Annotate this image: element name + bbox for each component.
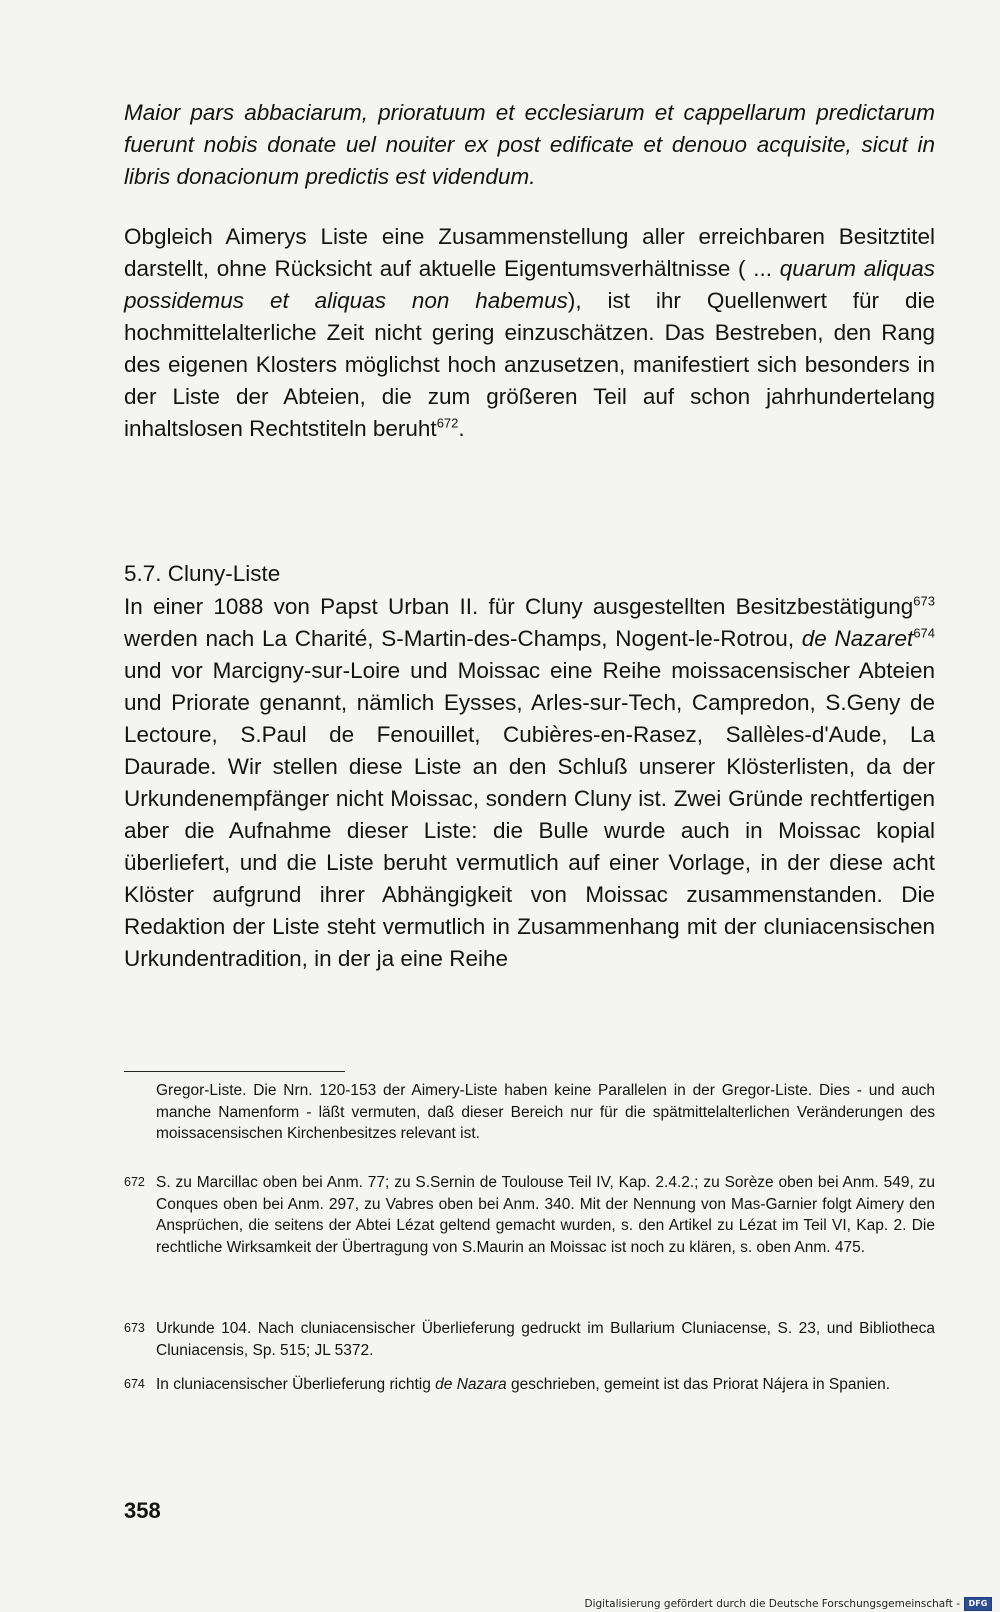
section-heading: 5.7. Cluny-Liste	[124, 561, 281, 586]
footnote-ref-673: 673	[913, 593, 935, 609]
text-segment: Obgleich Aimerys Liste eine Zusammenstellung aller erreichbaren Besitztitel darstellt, ohne Rücksicht auf aktuelle Eigentumsverhältnisse ( ...	[124, 224, 935, 281]
latin-phrase: quarum aliquas possidemus et aliquas non habemus	[124, 256, 935, 313]
footnote-continued	[124, 1080, 935, 1145]
footnote-ref-674: 674	[913, 625, 936, 641]
footnote-ref-672: 672	[436, 415, 459, 431]
text-segment: ), ist ihr Quellenwert für die hochmittelalterliche Zeit nicht gering einzuschätzen. Das Bestreben, den Rang des eigenen Klosters möglichst hoch anzusetzen, manifestiert sich besonders in der Liste der Abteien, die zum größeren Teil auf schon jahrhundertelang inhaltslosen Rechtstiteln beruht	[124, 288, 935, 441]
paragraph-cluny-list	[124, 591, 935, 975]
footnote-text: Urkunde 104. Nach cluniacensischer Überlieferung gedruckt im Bullarium Cluniacense, S. 23, und Bibliotheca Cluniacensis, Sp. 515; JL 5372.	[156, 1320, 935, 1359]
footnote-number: 673	[124, 1321, 145, 1335]
text-segment: werden nach La Charité, S-Martin-des-Champs, Nogent-le-Rotrou,	[124, 626, 802, 651]
footnote-separator	[124, 1071, 345, 1072]
digitization-credit: Digitalisierung gefördert durch die Deutsche Forschungsgemeinschaft -	[584, 1598, 960, 1610]
place-name-italic: de Nazaret	[801, 626, 914, 651]
footnote-text	[156, 1374, 935, 1396]
footnote-text: S. zu Marcillac oben bei Anm. 77; zu S.Sernin de Toulouse Teil IV, Kap. 2.4.2.; zu Sorèze oben bei Anm. 549, zu Conques oben bei Anm. 297, zu Vabres oben bei Anm. 340. Mit der Nennung von Mas-Garnier folgt Aimery den Ansprüchen, die seitens der Abtei Lézat geltend gemacht wurden, s. den Artikel zu Lézat im Teil VI, Kap. 2. Die rechtliche Wirksamkeit der Übertragung von S.Maurin an Moissac ist noch zu klären, s. oben Anm. 475.	[156, 1174, 935, 1256]
footnote-text: Gregor-Liste. Die Nrn. 120-153 der Aimery-Liste haben keine Parallelen in der Gregor-Liste. Dies - und auch manche Namenform - läßt vermuten, daß dieser Bereich nur für die spätmittelalterlichen Veränderungen des moissacensischen Kirchenbesitzes relevant ist.	[156, 1082, 935, 1142]
text-segment: geschrieben, gemeint ist das Priorat Nájera in Spanien.	[506, 1376, 891, 1393]
dfg-logo: DFG	[964, 1597, 992, 1611]
place-name-italic: de Nazara	[435, 1376, 507, 1393]
text-segment: In cluniacensischer Überlieferung richtig	[156, 1376, 436, 1393]
footnote-674	[124, 1374, 935, 1396]
text-segment: In einer 1088 von Papst Urban II. für Cluny ausgestellten Besitzbestätigung	[124, 594, 914, 619]
footnote-number: 674	[124, 1377, 145, 1391]
page-number: 358	[124, 1498, 161, 1523]
footnote-673	[124, 1318, 935, 1361]
footnote-number: 672	[124, 1175, 145, 1189]
footnote-672	[124, 1172, 935, 1258]
text-segment: .	[458, 416, 465, 441]
paragraph-aimery-list	[124, 221, 935, 445]
text-segment: und vor Marcigny-sur-Loire und Moissac eine Reihe moissacensischer Abteien und Priorate genannt, nämlich Eysses, Arles-sur-Tech, Campredon, S.Geny de Lectoure, S.Paul de Fenouillet, Cubières-en-Rasez, Sallèles-d'Aude, La Daurade. Wir stellen diese Liste an den Schluß unserer Klösterlisten, da der Urkundenempfänger nicht Moissac, sondern Cluny ist. Zwei Gründe rechtfertigen aber die Aufnahme dieser Liste: die Bulle wurde auch in Moissac kopial überliefert, und die Liste beruht vermutlich auf einer Vorlage, in der diese acht Klöster aufgrund ihrer Abhängigkeit von Moissac zusammenstanden. Die Redaktion der Liste steht vermutlich in Zusammenhang mit der cluniacensischen Urkundentradition, in der ja eine Reihe	[124, 658, 935, 971]
paragraph-latin-quote	[124, 97, 935, 193]
latin-quote-text: Maior pars abbaciarum, prioratuum et ecclesiarum et cappellarum predictarum fuerunt nobis donate uel nouiter ex post edificate et denouo acquisite, sicut in libris donacionum predictis est videndum.	[124, 100, 935, 189]
